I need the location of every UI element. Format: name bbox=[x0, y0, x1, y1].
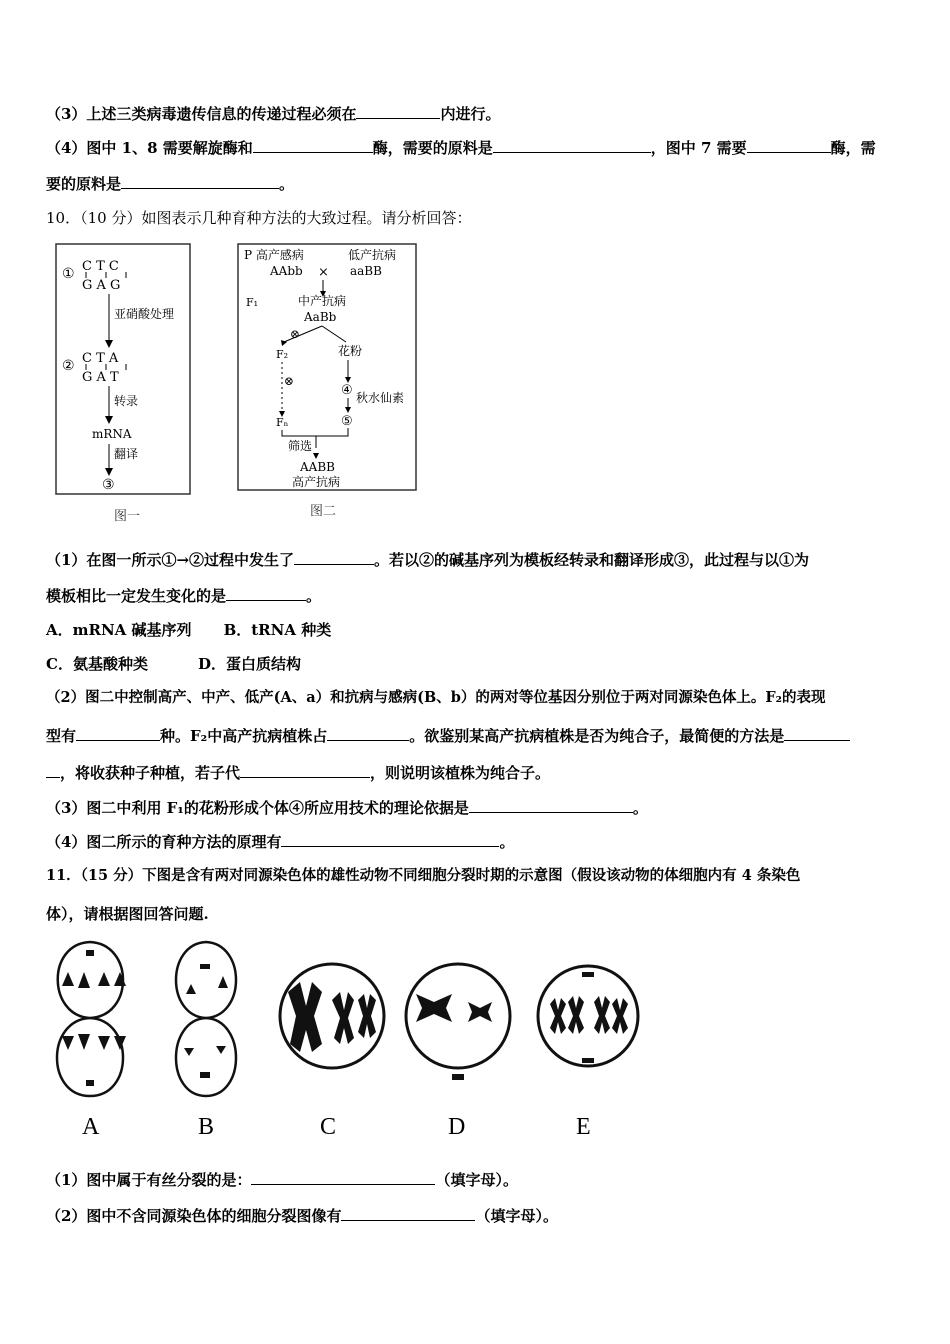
option-c[interactable]: C．氨基酸种类 bbox=[46, 655, 148, 673]
fig2-f1-label: F₁ bbox=[246, 296, 259, 309]
fig1-step3: ③ bbox=[102, 477, 115, 493]
fig2-colchicine-label: 秋水仙素 bbox=[356, 391, 405, 405]
q11-header-line1: 11．（15 分）下图是含有两对同源染色体的雄性动物不同细胞分裂时期的示意图（假设该动物的体细胞内有 4 条染色 bbox=[46, 867, 801, 884]
figure-2-caption: 图二 bbox=[310, 504, 337, 519]
answer-blank[interactable] bbox=[240, 763, 370, 778]
answer-blank[interactable] bbox=[327, 726, 409, 741]
cell-division-diagrams bbox=[40, 936, 650, 1106]
fig2-result-phenotype: 高产抗病 bbox=[292, 475, 341, 489]
fig2-parent-right: 低产抗病 bbox=[348, 248, 397, 262]
cell-b-chromosomes bbox=[184, 964, 228, 1078]
cell-c-diagram bbox=[280, 964, 384, 1068]
fig1-step2: ② bbox=[62, 358, 75, 374]
fig2-self-symbol-1: ⊗ bbox=[290, 327, 301, 341]
cell-e-diagram bbox=[538, 966, 638, 1066]
fig1-step1: ① bbox=[62, 266, 75, 282]
fig2-cross-symbol: × bbox=[318, 265, 329, 280]
cell-label-a: A bbox=[82, 1114, 100, 1140]
q11-header-line2: 体），请根据图回答问题. bbox=[46, 905, 209, 923]
q10-sub2-line2: 型有 种。F₂中高产抗病植株占 。欲鉴别某高产抗病植株是否为纯合子，最简便的方法是 bbox=[46, 726, 850, 746]
cell-label-b: B bbox=[198, 1114, 215, 1140]
option-b[interactable]: B．tRNA 种类 bbox=[223, 621, 332, 639]
q9-part3: （3）上述三类病毒遗传信息的传递过程必须在 内进行。 bbox=[46, 105, 501, 123]
answer-blank[interactable] bbox=[493, 138, 651, 153]
answer-blank[interactable] bbox=[356, 104, 440, 119]
q9-part4-line2: 要的原料是 。 bbox=[46, 175, 295, 193]
fig2-step-5: ⑤ bbox=[341, 414, 353, 429]
fig1-seq1-top: C T C bbox=[82, 259, 119, 274]
q10-sub1-line1: （1）在图一所示①→②过程中发生了 。若以②的碱基序列为模板经转录和翻译形成③，此过程与以①为 bbox=[46, 551, 810, 569]
fig2-screen-label: 筛选 bbox=[288, 439, 313, 453]
q10-sub2-line1: （2）图二中控制高产、中产、低产(A、a）和抗病与感病(B、b）的两对等位基因分别位于两对同源染色体上。F₂的表现 bbox=[46, 689, 826, 706]
answer-blank[interactable] bbox=[294, 550, 374, 565]
fig1-translate-label: 翻译 bbox=[114, 447, 139, 461]
answer-blank[interactable] bbox=[784, 726, 850, 741]
q10-sub2-line3: ，将收获种子种植，若子代 ，则说明该植株为纯合子。 bbox=[46, 763, 550, 783]
answer-blank[interactable] bbox=[469, 798, 633, 813]
figure-2-breeding-diagram bbox=[236, 242, 418, 492]
fig2-genotype-left: AAbb bbox=[270, 264, 303, 278]
fig2-f2-label: F₂ bbox=[276, 348, 289, 361]
figure-1-mutation-diagram bbox=[52, 242, 194, 496]
fig2-fn-label: Fₙ bbox=[276, 416, 289, 429]
q10-options-row2 bbox=[46, 654, 301, 674]
q10-header: 10．（10 分）如图表示几种育种方法的大致过程。请分析回答： bbox=[46, 209, 472, 227]
answer-blank[interactable] bbox=[226, 586, 306, 601]
q10-sub1-line2: 模板相比一定发生变化的是 。 bbox=[46, 587, 322, 605]
q10-sub3: （3）图二中利用 F₁的花粉形成个体④所应用技术的理论依据是 。 bbox=[46, 799, 648, 817]
cell-d-diagram bbox=[406, 964, 510, 1080]
fig2-pollen-label: 花粉 bbox=[338, 344, 363, 358]
answer-blank[interactable] bbox=[251, 1170, 435, 1185]
answer-blank[interactable] bbox=[747, 138, 831, 153]
cell-label-e: E bbox=[576, 1114, 591, 1140]
fig2-self-symbol-2: ⊗ bbox=[284, 374, 295, 388]
q9-part4-line1: （4）图中 1、8 需要解旋酶和 酶，需要的原料是 ，图中 7 需要 酶，需 bbox=[46, 139, 876, 157]
answer-blank[interactable] bbox=[341, 1206, 475, 1221]
fig2-result-genotype: AABB bbox=[300, 460, 335, 474]
option-d[interactable]: D．蛋白质结构 bbox=[197, 655, 301, 673]
fig1-seq2-top: C T A bbox=[82, 351, 119, 366]
answer-blank[interactable] bbox=[281, 832, 499, 847]
q10-sub4: （4）图二所示的育种方法的原理有 。 bbox=[46, 833, 515, 851]
answer-blank[interactable] bbox=[121, 174, 279, 189]
answer-blank[interactable] bbox=[76, 726, 160, 741]
fig1-mrna-label: mRNA bbox=[92, 427, 132, 441]
answer-blank[interactable] bbox=[253, 138, 373, 153]
q11-sub2: （2）图中不含同源染色体的细胞分裂图像有 （填字母）。 bbox=[46, 1207, 558, 1225]
fig1-transcribe-label: 转录 bbox=[114, 394, 139, 408]
figure-1-caption: 图一 bbox=[114, 509, 141, 524]
q11-sub1: （1）图中属于有丝分裂的是： （填字母）。 bbox=[46, 1171, 518, 1189]
fig1-seq2-bottom: G A T bbox=[82, 370, 119, 385]
cell-a-diagram bbox=[57, 942, 123, 1096]
fig2-step-4: ④ bbox=[341, 383, 353, 398]
option-a[interactable]: A．mRNA 碱基序列 bbox=[46, 621, 192, 639]
fig2-genotype-right: aaBB bbox=[350, 264, 382, 278]
fig1-seq1-bottom: G A G bbox=[82, 278, 121, 293]
fig2-f1-genotype: AaBb bbox=[304, 310, 337, 324]
cell-label-d: D bbox=[448, 1114, 466, 1140]
answer-blank-continued[interactable] bbox=[46, 763, 60, 778]
fig2-f1-phenotype: 中产抗病 bbox=[298, 294, 347, 308]
fig2-parent-left: P 高产感病 bbox=[244, 248, 304, 262]
q10-options-row1 bbox=[46, 620, 331, 640]
fig1-treatment-label: 亚硝酸处理 bbox=[114, 307, 175, 321]
cell-label-c: C bbox=[320, 1114, 337, 1140]
